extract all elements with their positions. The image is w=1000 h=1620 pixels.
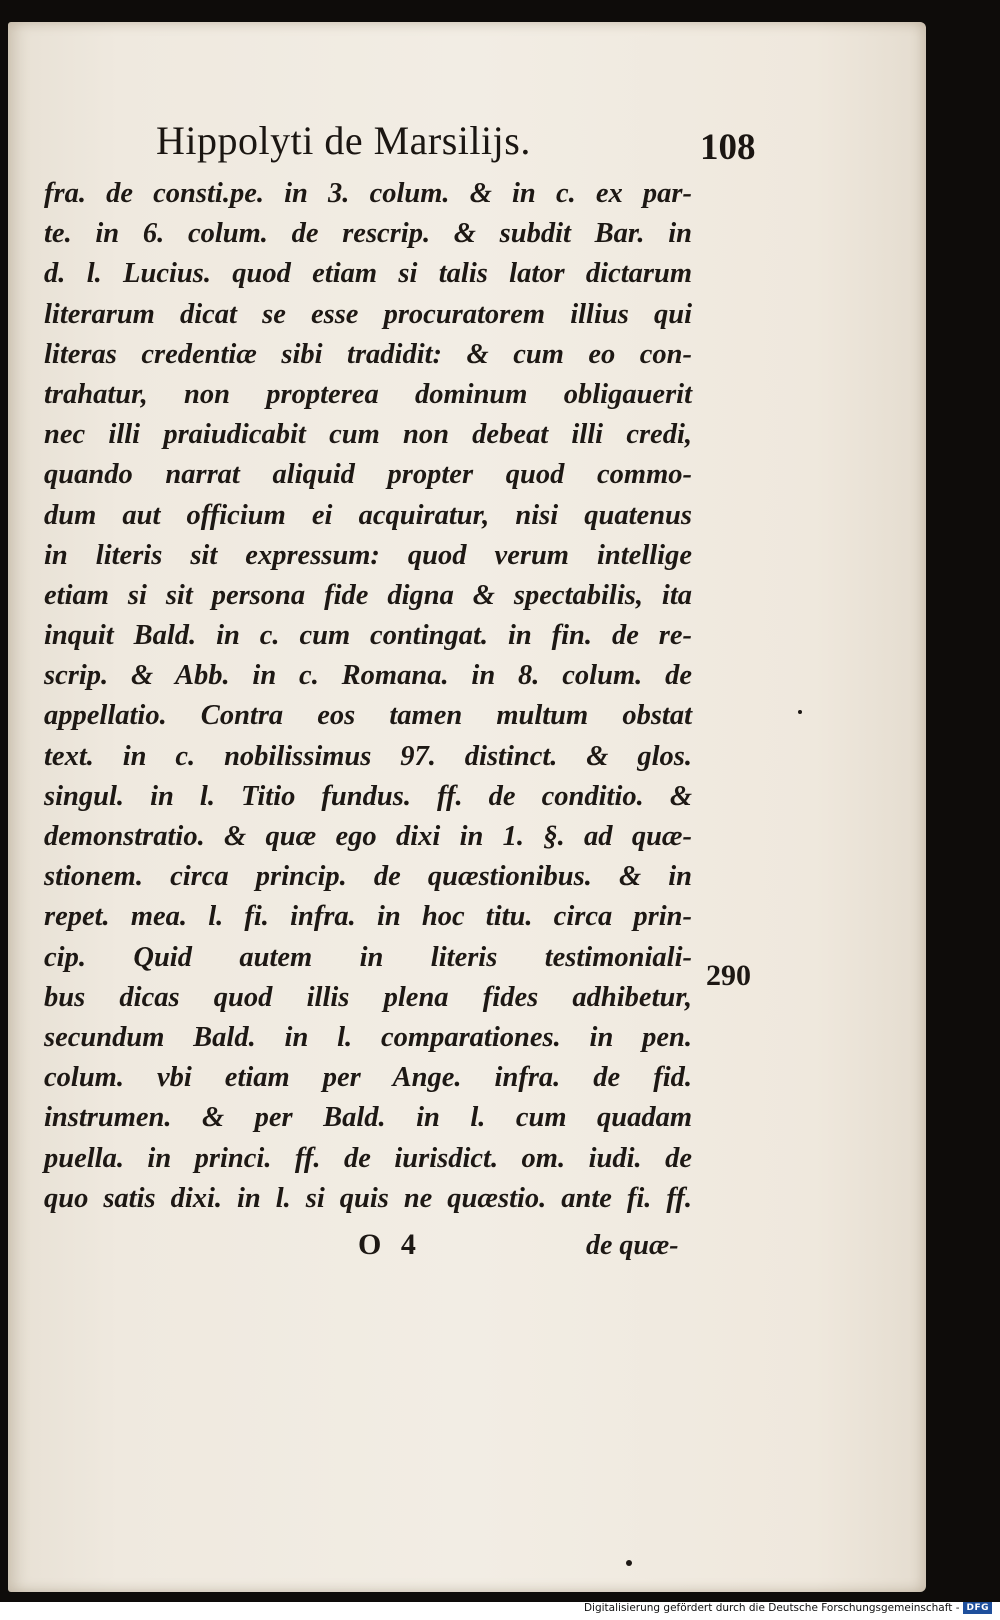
- digitization-footer: [584, 1600, 992, 1616]
- body-text: [44, 174, 692, 1219]
- text-line: literas credentiæ sibi tradidit: & cum eo con-: [44, 338, 692, 370]
- text-line: scrip. & Abb. in c. Romana. in 8. colum. de: [44, 660, 692, 692]
- text-line: colum. vbi etiam per Ange. infra. de fid.: [44, 1062, 692, 1094]
- text-line: quo satis dixi. in l. si quis ne quæstio. ante fi. ff.: [44, 1182, 692, 1214]
- text-line: dum aut officium ei acquiratur, nisi quatenus: [44, 499, 692, 531]
- text-line: bus dicas quod illis plena fides adhibetur,: [44, 981, 692, 1013]
- footer-text: Digitalisierung gefördert durch die Deutsche Forschungsgemeinschaft -: [583, 1602, 960, 1614]
- text-line: literarum dicat se esse procuratorem illius qui: [44, 298, 692, 330]
- text-line: d. l. Lucius. quod etiam si talis lator dictarum: [44, 258, 692, 290]
- ink-speck: [798, 710, 802, 714]
- text-line: repet. mea. l. fi. infra. in hoc titu. circa prin-: [44, 901, 692, 933]
- text-line: etiam si sit persona fide digna & spectabilis, ita: [44, 579, 692, 611]
- page-number: 108: [700, 127, 756, 168]
- running-title: Hippolyti de Marsilijs.: [156, 118, 531, 163]
- text-line: text. in c. nobilissimus 97. distinct. & glos.: [44, 740, 692, 772]
- ink-speck: [626, 1560, 632, 1566]
- text-line: quando narrat aliquid propter quod commo-: [44, 459, 692, 491]
- text-line: in literis sit expressum: quod verum intellige: [44, 539, 692, 571]
- text-line: appellatio. Contra eos tamen multum obstat: [44, 700, 692, 732]
- text-line: puella. in princi. ff. de iurisdict. om. iudi. de: [44, 1142, 692, 1174]
- text-line: fra. de consti.pe. in 3. colum. & in c. ex par-: [44, 178, 692, 209]
- book-page: [8, 22, 926, 1592]
- text-line: instrumen. & per Bald. in l. cum quadam: [44, 1102, 692, 1134]
- text-line: stionem. circa princip. de quæstionibus. & in: [44, 861, 692, 893]
- text-line: inquit Bald. in c. cum contingat. in fin. de re-: [44, 620, 692, 652]
- text-line: cip. Quid autem in literis testimoniali-: [44, 941, 692, 973]
- signature-mark: O 4: [358, 1228, 422, 1261]
- text-line: te. in 6. colum. de rescrip. & subdit Bar. in: [44, 218, 692, 250]
- dfg-logo: DFG: [963, 1602, 992, 1614]
- text-line: trahatur, non propterea dominum obligauerit: [44, 378, 692, 410]
- text-line: secundum Bald. in l. comparationes. in pen.: [44, 1021, 692, 1053]
- catchword: de quæ-: [586, 1230, 679, 1261]
- margin-note: 290: [706, 959, 751, 992]
- text-line: demonstratio. & quæ ego dixi in 1. §. ad quæ-: [44, 821, 692, 852]
- text-line: singul. in l. Titio fundus. ff. de conditio. &: [44, 780, 692, 812]
- text-line: nec illi praiudicabit cum non debeat illi credi,: [44, 419, 692, 451]
